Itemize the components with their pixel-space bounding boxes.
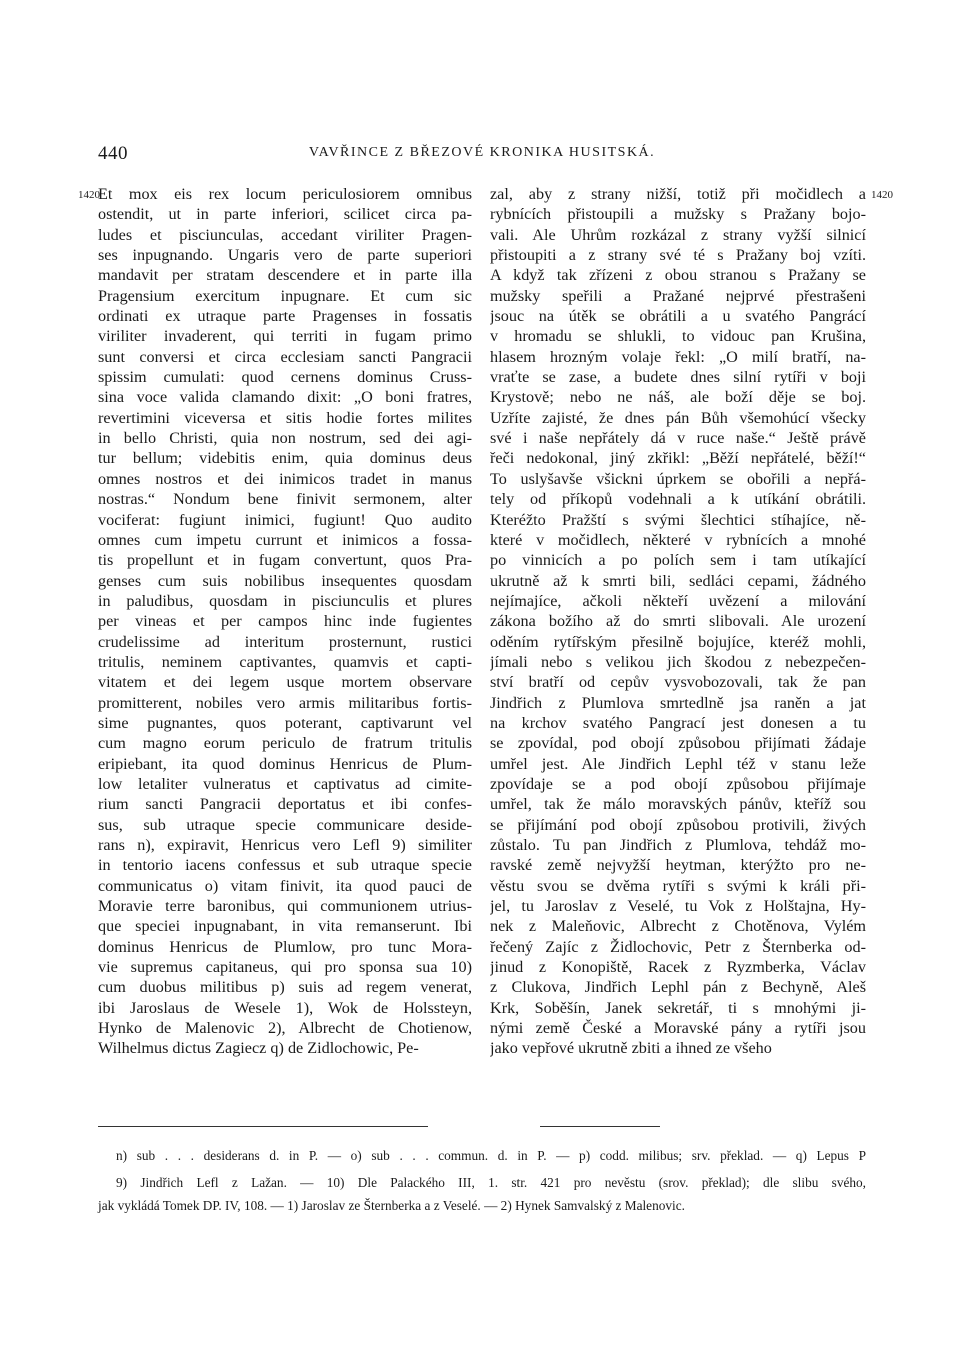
text-line: Krystově; nebo ne náš, ale boží děje se boj.: [490, 388, 866, 407]
text-line: ses inpugnando. Ungaris vero de parte superiori: [98, 246, 472, 265]
text-line: zpovídaje se a pod obojí způsobou přijímaje: [490, 774, 866, 793]
text-line: přistoupiti a z strany své té s Pražany boj vzíti.: [490, 246, 866, 265]
text-line: mandavit per stratam descendere et in parte illa: [98, 266, 472, 285]
text-line: Hynko de Malenovic 2), Albrecht de Chotienow,: [98, 1019, 472, 1038]
text-line: que speciei inpugnabant, in vita remanserunt. Ibi: [98, 917, 472, 936]
footnote-line: n) sub . . . desiderans d. in P. — o) sub . . . commun. d. in P. — p) codd. milibus; srv. překlad. — q) Lepus P: [116, 1148, 866, 1163]
text-line: in paludibus, quosdam in pisciunculis et plures: [98, 591, 472, 610]
text-line: omnes cum impetu currunt et inimicos a fossa-: [98, 530, 472, 549]
text-line: nostras.“ Nondum bene finivit sermonem, alter: [98, 490, 472, 509]
text-line: sina voce valida clamando dixit: „O boni fratres,: [98, 388, 472, 407]
latin-text-column: [98, 184, 472, 1059]
text-line: tritulis, neminem captivantes, quamvis et capti-: [98, 652, 472, 671]
text-line: promitterent, nobiles vero armis militaribus fortis-: [98, 693, 472, 712]
text-line: crudelissime ad interitum prosternunt, rustici: [98, 632, 472, 651]
text-line: omnes nostros et dei inimicos tradet in manus: [98, 469, 472, 488]
text-line: zal, aby z strany nižší, totiž při močidlech a: [490, 185, 866, 203]
text-line: ostendit, ut in parte inferiori, scilicet circa pa-: [98, 205, 472, 224]
text-line: To uslyšavše všickni úprkem se obořili a nepřá-: [490, 469, 866, 488]
text-line: in tentorio iacens confessus et sub utraque specie: [98, 856, 472, 875]
footnote-rule: [98, 1126, 428, 1127]
text-line: Et mox eis rex locum periculosiorem omnibus: [98, 185, 472, 203]
text-line: tely od příkopů vodehnali a k utíkání obrátili.: [490, 490, 866, 509]
text-line: ibi Jaroslaus de Wesele 1), Wok de Holssteyn,: [98, 998, 472, 1017]
text-line: Wilhelmus dictus Zagiecz q) de Zidlochowic, Pe-: [98, 1039, 419, 1058]
text-line: v hromadu se shlukli, to vidouc pan Krušina,: [490, 327, 866, 346]
text-line: se zpovídal, pod obojí způsobou přijímati žádaje: [490, 734, 866, 753]
text-line: řeči nedokonal, jiný zkřikl: „Běží nepřátelé, běží!“: [490, 449, 866, 468]
text-line: tis propellunt et in fugam convertunt, quos Pra-: [98, 551, 472, 570]
text-line: per vineas et per campos hinc inde fugientes: [98, 612, 472, 631]
czech-text-column: [490, 184, 866, 1059]
text-line: sunt conversi et circa ecclesiam sancti Pangracii: [98, 347, 472, 366]
text-line: sime pugnantes, quos poterant, captivarunt vel: [98, 713, 472, 732]
text-line: řečený Zajíc z Židlochovic, Petr z Šternberka od-: [490, 937, 866, 956]
text-line: z Clukova, Jindřich Lephl pán z Bechyně, Aleš: [490, 978, 866, 997]
text-line: na krchov svatého Pangrací jest donesen a tu: [490, 713, 866, 732]
text-line: nek z Maleňovic, Albrecht z Chotěnova, Vylém: [490, 917, 866, 936]
text-line: ukrutně až k smrti bili, sedláci cepami, žádného: [490, 571, 866, 590]
text-line: genses cum suis nobilibus insequentes quosdam: [98, 571, 472, 590]
text-line: zůstalo. Tu pan Jindřich z Plumlova, tehdáž mo-: [490, 836, 866, 854]
page-header: [98, 143, 866, 165]
text-line: eripiebant, ita quod dominus Henricus de Plum-: [98, 754, 472, 773]
text-line: ství bratří od cepův vysvobozovali, tak že pan: [490, 673, 866, 692]
text-line: spissim cumulati: quod cernens dominus Cruss-: [98, 368, 472, 387]
text-line: sus, sub utraque specie communicare deside-: [98, 815, 472, 834]
text-line: cum magno eorum periculo de fratrum tritulis: [98, 734, 472, 753]
footnotes: [98, 1142, 866, 1216]
text-line: jako vepřové ukrutně zbiti a ihned ze všeho: [490, 1039, 772, 1058]
text-line: vie supremus capitaneus, qui pro sponsa sua 10): [98, 958, 472, 977]
text-line: jel, tu Jaroslav z Veselé, tu Vok z Holštajna, Hy-: [490, 897, 866, 916]
footnote-line: jak vykládá Tomek DP. IV, 108. — 1) Jaroslav ze Šternberka a z Veselé. — 2) Hynek Samvalský z Malenovic.: [98, 1198, 685, 1213]
text-line: Kteréžto Pražští s svými šlechtici stíhajíce, ně-: [490, 510, 866, 529]
text-line: tur bellum; videbitis enim, quia dominus deus: [98, 449, 472, 468]
text-line: vociferat: fugiunt inimici, fugiunt! Quo audito: [98, 510, 472, 529]
text-line: Uzříte zajisté, že dnes pán Bůh všemohúcí všecky: [490, 408, 866, 427]
text-line: ordinati ex utraque parte Pragenses in fossatis: [98, 307, 472, 326]
text-line: umřel jest. Ale Jindřich Lephl též v stanu leže: [490, 754, 866, 773]
footnote-rule-short: [540, 1126, 660, 1127]
text-line: zákona božího až do smrti slibovali. Ale urození: [490, 612, 866, 631]
text-line: vali. Ale Uhrům rozkázal z strany vyžší silnicí: [490, 225, 866, 244]
margin-year-right: 1420: [871, 189, 893, 201]
text-line: Krk, Soběšín, Janek sekretář, ti s mnohými ji-: [490, 998, 866, 1017]
text-line: viriliter invaderent, qui territi in fugam primo: [98, 327, 472, 346]
text-line: communicatus o) vitam finivit, ita quod pauci de: [98, 876, 472, 895]
text-line: své i naše nepřátely dá v ruce naše.“ Ještě právě: [490, 429, 866, 448]
text-line: rans n), expiravit, Henricus vero Lefl 9) similiter: [98, 836, 472, 854]
text-line: dominus Henricus de Plumlow, pro tunc Mora-: [98, 937, 472, 956]
text-line: jinud z Konopiště, Racek z Ryzmberka, Václav: [490, 958, 866, 977]
text-line: low letaliter vulneratus et captivatus ad cimite-: [98, 774, 472, 793]
text-line: Jindřich z Plumlova smrtedlně jsa raněn a jat: [490, 693, 866, 712]
footnote-line: 9) Jindřich Lefl z Lažan. — 10) Dle Palackého III, 1. str. 421 pro nevěstu (srov. překlad); dle slibu svého,: [116, 1175, 866, 1190]
text-line: vitatem et dei legem usque mortem observare: [98, 673, 472, 692]
text-line: cum duobus militibus p) suis ad regem venerat,: [98, 978, 472, 997]
text-line: in bello Christi, quia non nostrum, sed dei agi-: [98, 429, 472, 448]
text-line: vraťte se zase, a budete dnes silní rytíři v boji: [490, 368, 866, 387]
text-line: nými země České a Moravské pány a rytíři jsou: [490, 1019, 866, 1038]
text-line: se přijímání pod obojí způsobou protivili, živých: [490, 815, 866, 834]
text-line: rybnících přistoupili a mužsky s Pražany bojo-: [490, 205, 866, 224]
page-number: 440: [98, 143, 128, 164]
text-line: mužsky speřili a Pražané nejprvé přestrašeni: [490, 286, 866, 305]
text-line: Moravie terre baronibus, qui communionem utrius-: [98, 897, 472, 916]
text-line: ravské země nejvyžší heytman, kterýžto pro ne-: [490, 856, 866, 875]
margin-year-left: 1420: [78, 189, 100, 201]
text-line: umřel, tak že málo moravských pánův, kteříž sou: [490, 795, 866, 814]
text-line: hlasem hrozným volaje řekl: „O milí bratří, na-: [490, 347, 866, 366]
text-line: jímali nebo s velikou jich škodou z nebezpečen-: [490, 652, 866, 671]
text-line: rium sancti Pangracii deportatus et ibi confes-: [98, 795, 472, 814]
text-line: po vinnicích a po polích sem i tam utíkající: [490, 551, 866, 570]
running-head: VAVŘINCE Z BŘEZOVÉ KRONIKA HUSITSKÁ.: [308, 145, 656, 160]
text-line: jsouc na útěk se obrátili a u svatého Pangrácí: [490, 307, 866, 326]
text-line: oděním rytířským přesilně bojujíce, kteréž mohli,: [490, 632, 866, 651]
text-line: které v močidlech, některé v rybnících a mnohé: [490, 530, 866, 549]
text-line: Pragensium exercitum inpugnare. Et cum sic: [98, 286, 472, 305]
text-line: A když tak zřízeni z obou stranou s Pražany se: [490, 266, 866, 285]
text-line: věstu svou se dvěma rytíři s svými k králi při-: [490, 876, 866, 895]
text-line: revertimini viceversa et sitis hodie fortes milites: [98, 408, 472, 427]
text-line: nejímajíce, ačkoli někteří uvězení a milování: [490, 591, 866, 610]
text-line: ludes et pisciunculas, accedant viriliter Pragen-: [98, 225, 472, 244]
